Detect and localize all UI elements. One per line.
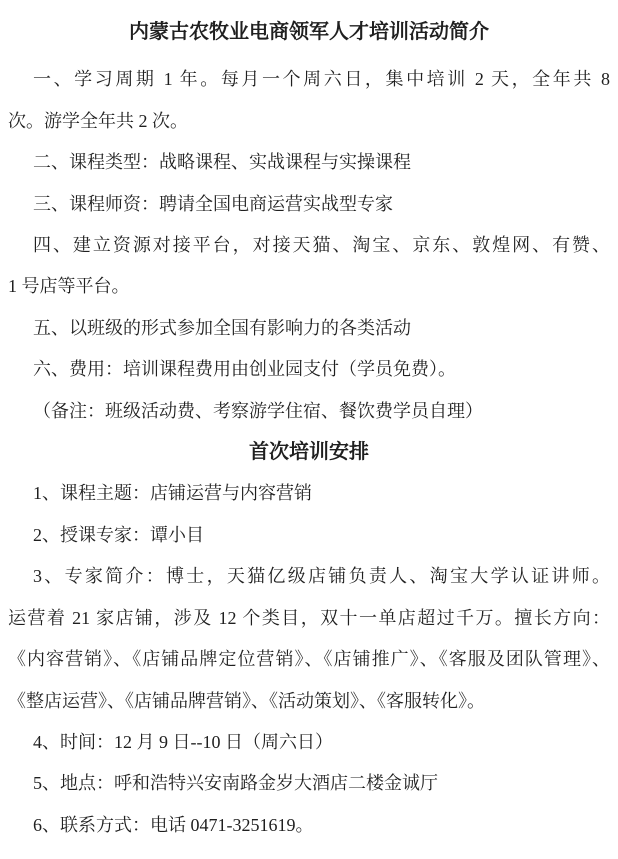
text-line: 6、联系方式：电话 0471-3251619。 bbox=[33, 814, 314, 835]
text-line: （备注：班级活动费、考察游学住宿、餐饮费学员自理） bbox=[33, 400, 483, 421]
text-line: 4、时间：12 月 9 日--10 日（周六日） bbox=[33, 731, 333, 752]
text-line: 一、学习周期 1 年。每月一个周六日，集中培训 2 天，全年共 8 bbox=[33, 69, 610, 90]
text-line: 五、以班级的形式参加全国有影响力的各类活动 bbox=[33, 317, 411, 338]
text-line: 二、课程类型：战略课程、实战课程与实操课程 bbox=[33, 152, 411, 173]
text-line: 次。游学全年共 2 次。 bbox=[8, 110, 188, 131]
text-line: 四、建立资源对接平台，对接天猫、淘宝、京东、敦煌网、有赞、 bbox=[33, 235, 610, 256]
text-line: 《内容营销》、《店铺品牌定位营销》、《店铺推广》、《客服及团队管理》、 bbox=[8, 649, 610, 670]
section-heading: 首次培训安排 bbox=[249, 441, 369, 464]
text-line: 5、地点：呼和浩特兴安南路金岁大酒店二楼金诚厅 bbox=[33, 773, 438, 794]
text-line: 六、费用：培训课程费用由创业园支付（学员免费）。 bbox=[33, 359, 456, 380]
text-line: 2、授课专家：谭小目 bbox=[33, 524, 204, 545]
text-line: 《整店运营》、《店铺品牌营销》、《活动策划》、《客服转化》。 bbox=[8, 690, 485, 711]
text-line: 1 号店等平台。 bbox=[8, 276, 130, 297]
document-title: 内蒙古农牧业电商领军人才培训活动简介 bbox=[129, 21, 489, 43]
text-line: 运营着 21 家店铺，涉及 12 个类目，双十一单店超过千万。擅长方向： bbox=[8, 607, 610, 628]
text-line: 三、课程师资：聘请全国电商运营实战型专家 bbox=[33, 193, 393, 214]
text-line: 1、课程主题：店铺运营与内容营销 bbox=[33, 483, 312, 504]
text-line: 3、专家简介：博士，天猫亿级店铺负责人、淘宝大学认证讲师。 bbox=[33, 566, 610, 587]
